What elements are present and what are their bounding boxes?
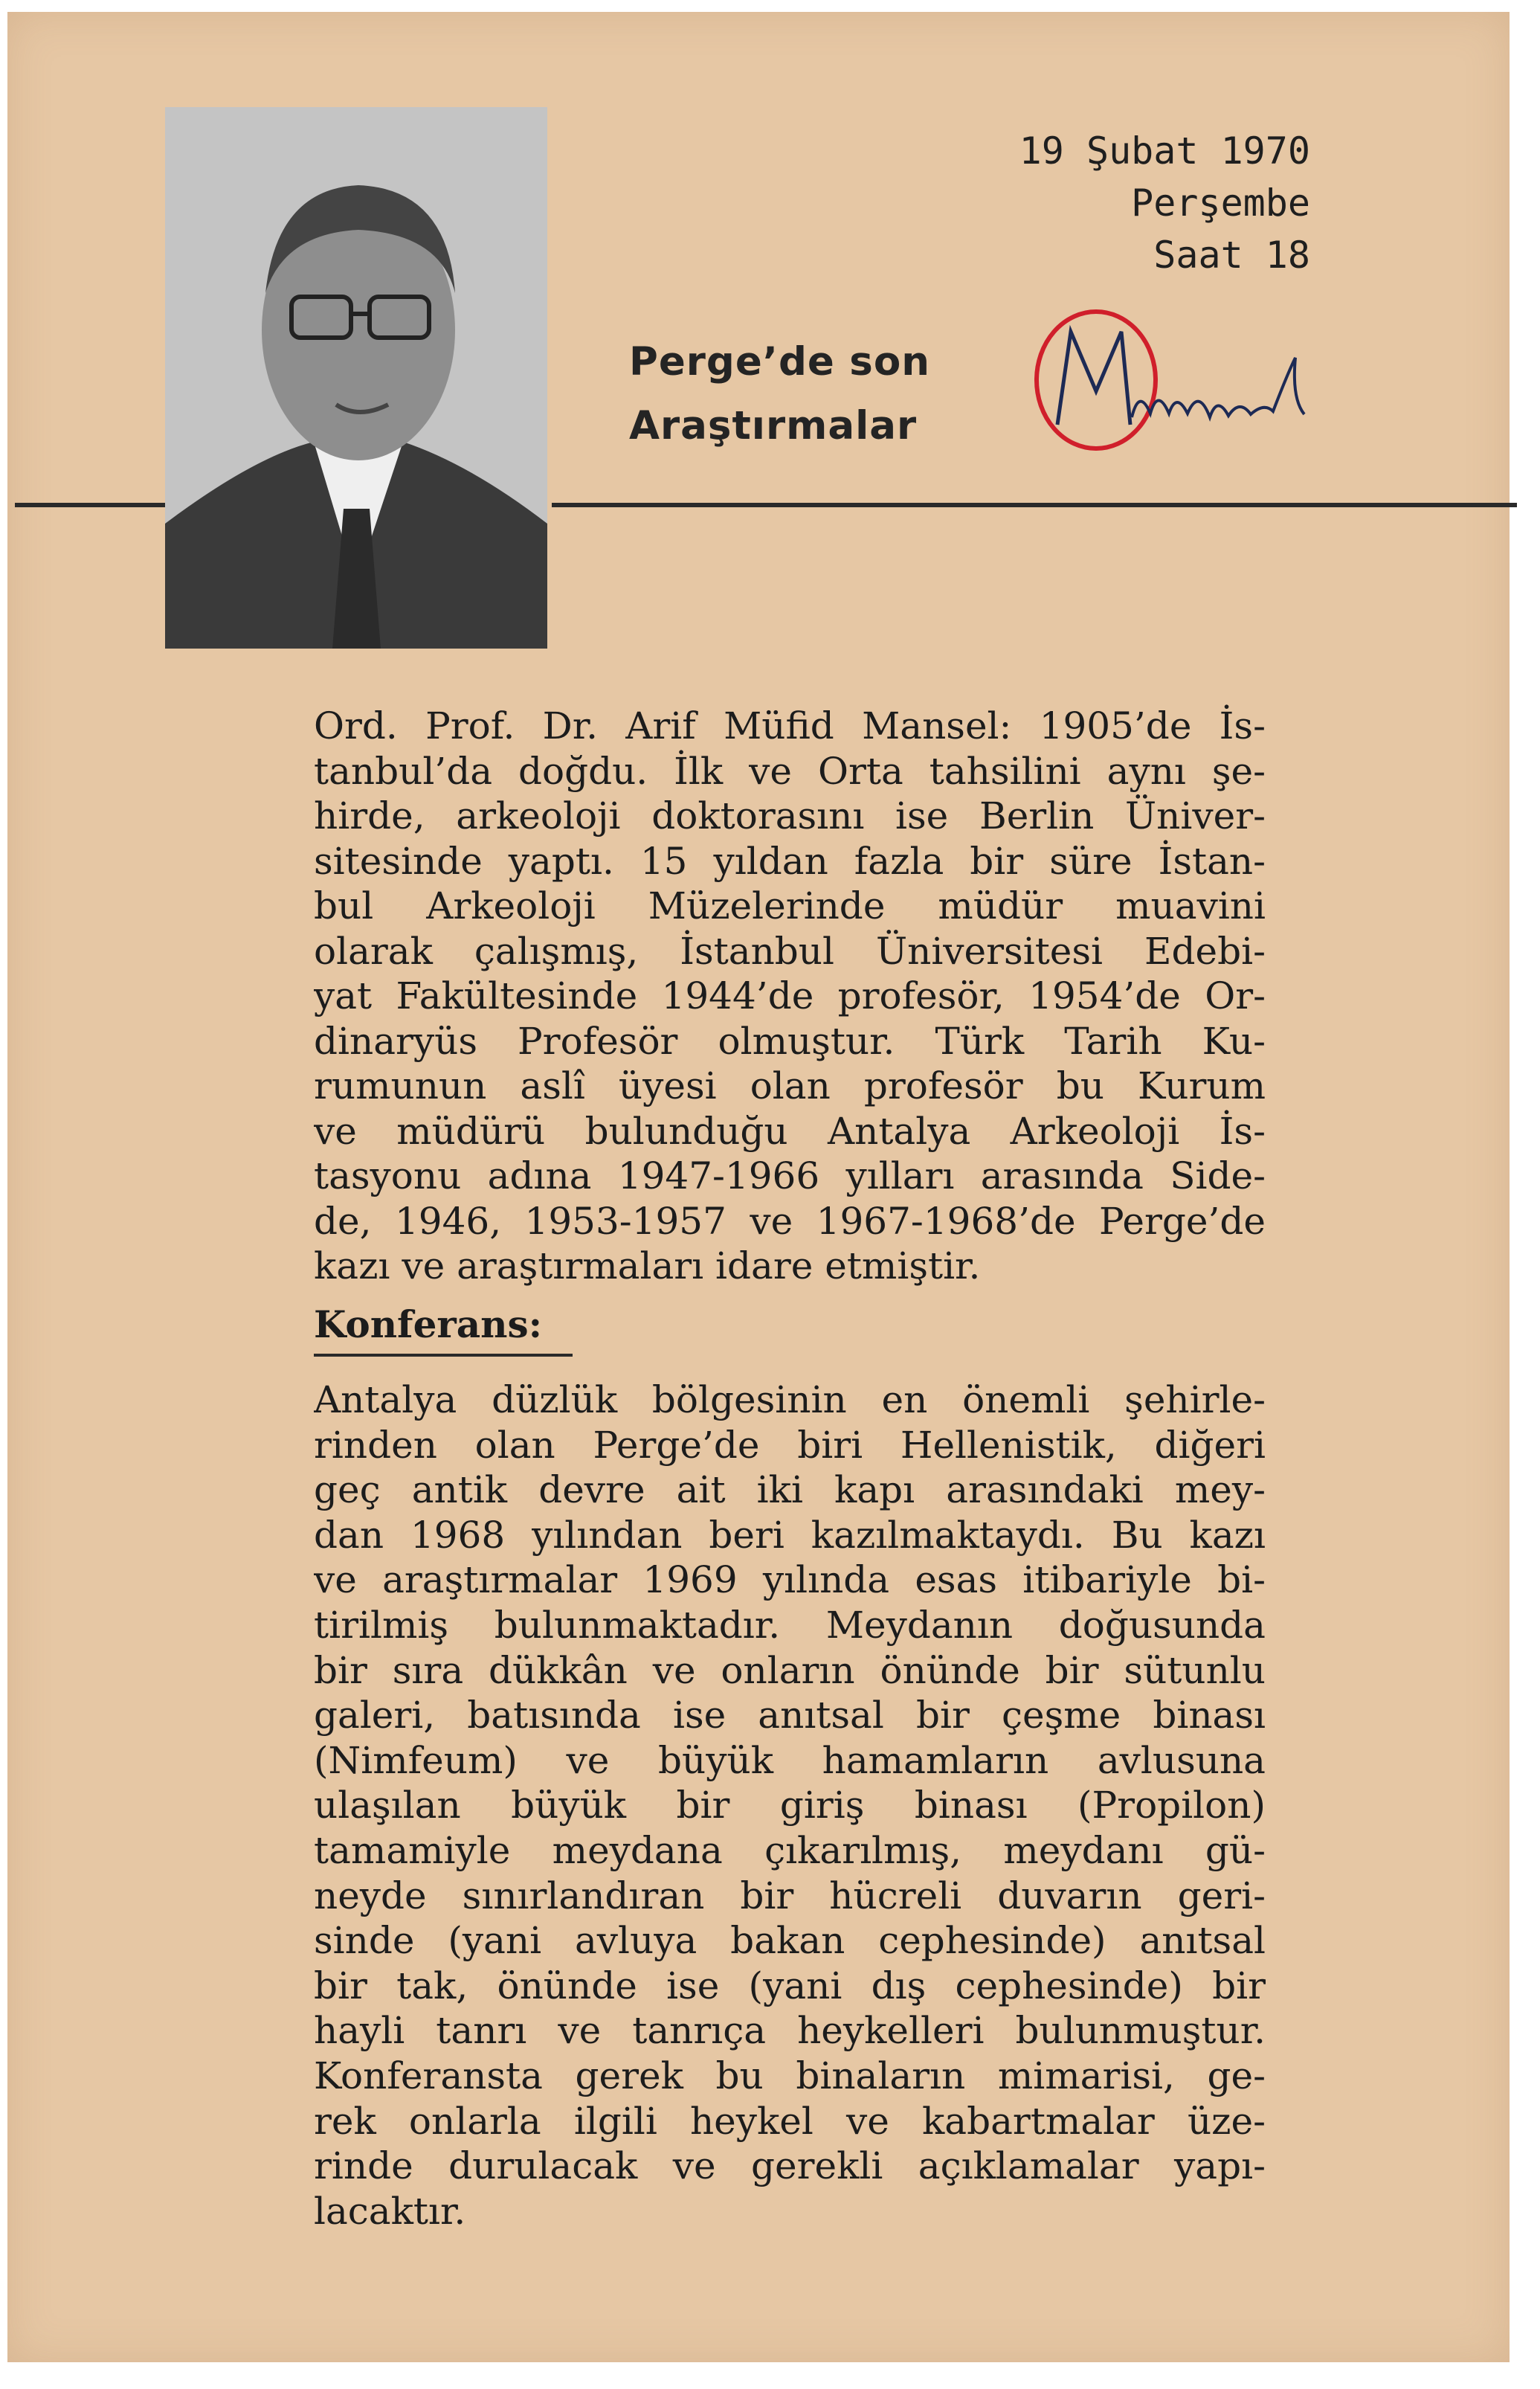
biography-line: olarak çalışmış, İstanbul Üniversitesi Edebi- [314,929,1266,973]
biography-line: yat Fakültesinde 1944’de profesör, 1954’de Or- [314,974,1266,1017]
header-rule-left [15,503,165,507]
event-date: 19 Şubat 1970 [1019,129,1310,173]
conference-line: tamamiyle meydana çıkarılmış, meydanı gü- [314,1828,1266,1872]
portrait-photo [165,107,547,649]
newspaper-clipping [7,12,1510,2362]
conference-line: tirilmiş bulunmaktadır. Meydanın doğusunda [314,1603,1266,1647]
conference-line: bir tak, önünde ise (yani dış cephesinde) bir [314,1964,1266,2007]
biography-line: de, 1946, 1953-1957 ve 1967-1968’de Perge’de [314,1199,1266,1243]
signature-stamp-icon [1028,269,1340,477]
event-time: Saat 18 [1153,234,1310,277]
conference-line: rek onlarla ilgili heykel ve kabartmalar üze- [314,2099,1266,2143]
conference-line: Konferansta gerek bu binaların mimarisi, ge- [314,2054,1266,2097]
biography-line: tasyonu adına 1947-1966 yılları arasında Side- [314,1154,1266,1197]
conference-line: rinde durulacak ve gerekli açıklamalar yapı- [314,2144,1266,2188]
biography-paragraph [314,704,1266,1289]
event-day: Perşembe [1131,181,1310,225]
headline-line-1: Perge’de son [629,339,930,385]
conference-line: (Nimfeum) ve büyük hamamların avlusuna [314,1738,1266,1782]
conference-line: Antalya düzlük bölgesinin en önemli şehirle- [314,1378,1266,1421]
conference-line: neyde sınırlandıran bir hücreli duvarın geri- [314,1874,1266,1917]
event-date-block [924,125,1310,281]
biography-line: sitesinde yaptı. 15 yıldan fazla bir süre İstan- [314,839,1266,883]
handwritten-signature [1028,269,1340,477]
conference-line: ve araştırmalar 1969 yılında esas itibariyle bi- [314,1558,1266,1602]
conference-line: bir sıra dükkân ve onların önünde bir sütunlu [314,1648,1266,1692]
biography-line: kazı ve araştırmaları idare etmiştir. [314,1244,981,1287]
biography-line: rumunun aslî üyesi olan profesör bu Kurum [314,1064,1266,1107]
conference-line: lacaktır. [314,2189,466,2233]
conference-paragraph [314,1377,1266,2234]
biography-line: dinaryüs Profesör olmuştur. Türk Tarih Ku- [314,1019,1266,1063]
conference-line: galeri, batısında ise anıtsal bir çeşme binası [314,1694,1266,1737]
conference-line: hayli tanrı ve tanrıça heykelleri bulunmuştur. [314,2009,1266,2053]
biography-line: bul Arkeoloji Müzelerinde müdür muavini [314,884,1266,927]
headline-line-2: Araştırmalar [629,403,918,448]
conference-heading-underline [314,1354,573,1357]
conference-heading: Konferans: [314,1302,543,1346]
header-rule-right [552,503,1517,507]
headline [629,330,941,458]
biography-line: hirde, arkeoloji doktorasını ise Berlin Üniver- [314,794,1266,837]
conference-line: dan 1968 yılından beri kazılmaktaydı. Bu kazı [314,1513,1266,1557]
biography-line: Ord. Prof. Dr. Arif Müfid Mansel: 1905’de İs- [314,704,1266,747]
conference-line: rinden olan Perge’de biri Hellenistik, diğeri [314,1423,1266,1467]
biography-line: ve müdürü bulunduğu Antalya Arkeoloji İs- [314,1109,1266,1153]
conference-line: geç antik devre ait iki kapı arasındaki mey- [314,1468,1266,1512]
portrait-photo-icon [165,107,547,649]
biography-line: tanbul’da doğdu. İlk ve Orta tahsilini aynı şe- [314,749,1266,793]
conference-line: sinde (yani avluya bakan cephesinde) anıtsal [314,1919,1266,1963]
conference-line: ulaşılan büyük bir giriş binası (Propilon) [314,1784,1266,1827]
